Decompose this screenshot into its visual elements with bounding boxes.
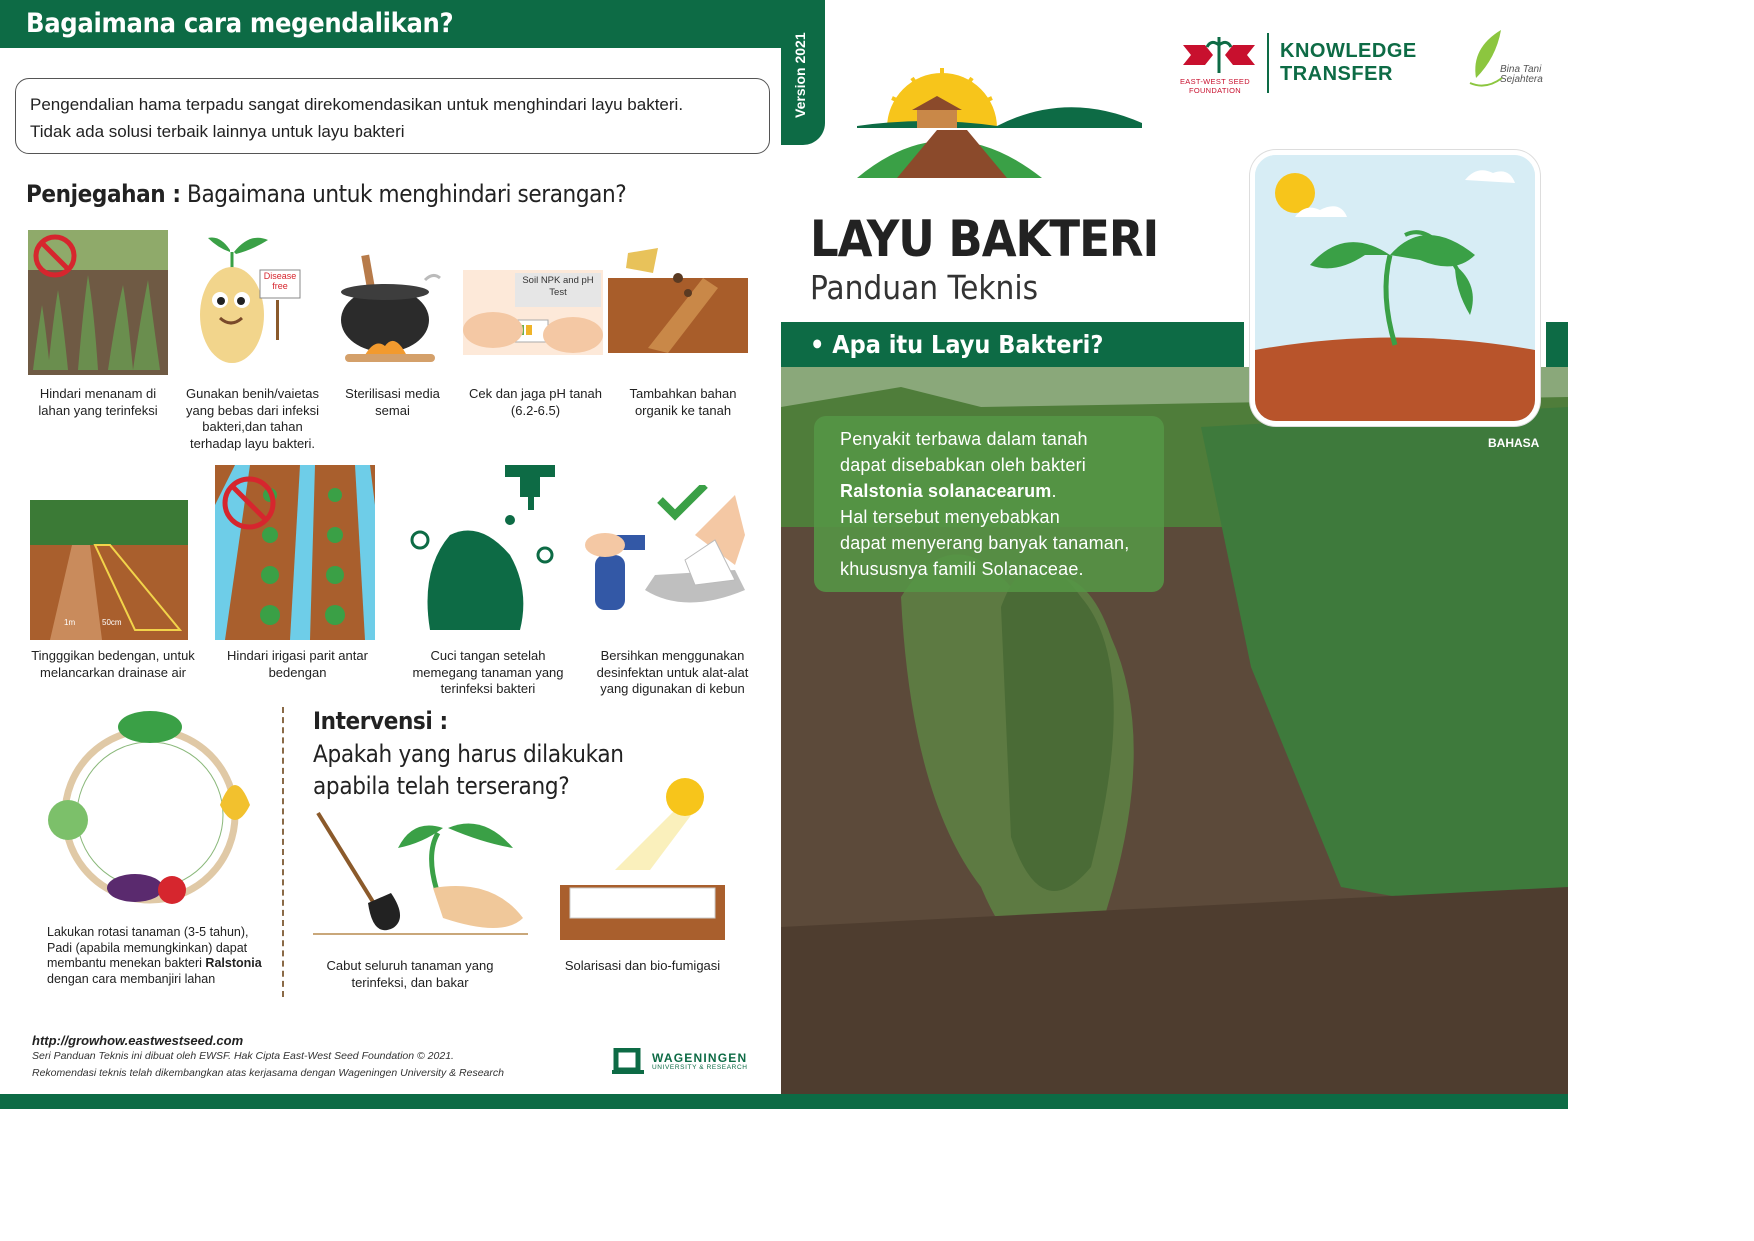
caption-infected-field: Hindari menanam di lahan yang terinfeksi	[38, 386, 158, 418]
caption-rotation	[47, 925, 272, 987]
desc-line-5: dapat menyerang banyak tanaman,	[840, 533, 1130, 553]
bottom-bar	[0, 1094, 1568, 1109]
rotation-bold: Ralstonia	[205, 956, 262, 970]
organic-matter-image	[608, 238, 748, 353]
footer-copyright: Seri Panduan Teknis ini dibuat oleh EWSF. Hak Cipta East-West Seed Foundation © 2021.	[32, 1050, 454, 1062]
uproot-plant-image	[313, 808, 528, 948]
farm-landscape-icon	[857, 68, 1142, 188]
cover-subtitle: Panduan Teknis	[810, 268, 1039, 307]
handwash-image	[400, 460, 565, 635]
prevention-label: Penjegahan :	[26, 180, 181, 208]
intervention-question-1: Apakah yang harus dilakukan	[313, 740, 624, 768]
kt-line-1: KNOWLEDGE	[1280, 40, 1417, 62]
desc-line-1: Penyakit terbawa dalam tanah	[840, 429, 1088, 449]
what-is-heading: • Apa itu Layu Bakteri?	[810, 330, 1104, 359]
bina-tani-name	[1500, 65, 1543, 85]
caption-furrow: Hindari irigasi parit antar bedengan	[227, 648, 368, 680]
caption-organic: Tambahkan bahan organik ke tanah	[629, 386, 737, 418]
knowledge-transfer-logo	[1280, 40, 1417, 86]
intervention-question-2: apabila telah terserang?	[313, 772, 570, 800]
wageningen-logo	[612, 1048, 644, 1076]
solarization-image	[555, 770, 730, 940]
bed-width-label: 1m	[64, 618, 76, 627]
btc-line-1: Bina Tani	[1500, 64, 1542, 75]
cover-title: LAYU BAKTERI	[810, 210, 1159, 268]
ew-sub-text: FOUNDATION	[1188, 86, 1241, 95]
caption-disease-free-seed: Gunakan benih/vaietas yang bebas dari infeksi bakteri,dan tahan terhadap layu bakteri.	[186, 386, 319, 451]
infected-field-image	[28, 230, 168, 375]
disease-free-sign: Disease free	[263, 271, 297, 291]
btc-line-2: Sejahtera	[1500, 74, 1543, 85]
wageningen-subtitle: UNIVERSITY & RESEARCH	[652, 1064, 748, 1071]
desc-line-2: dapat disebabkan oleh bakteri	[840, 455, 1086, 475]
prevention-heading	[26, 180, 626, 208]
description-box	[814, 416, 1164, 592]
ph-kit-label: Soil NPK and pH Test	[522, 275, 594, 298]
intro-line-2: Tidak ada solusi terbaik lainnya untuk layu bakteri	[30, 122, 405, 141]
intro-line-1: Pengendalian hama terpadu sangat direkomendasikan untuk menghindari layu bakteri.	[30, 95, 684, 114]
wilted-plant-card	[1250, 150, 1540, 426]
page-title: Bagaimana cara megendalikan?	[26, 8, 454, 39]
footer-url[interactable]: http://growhow.eastwestseed.com	[32, 1033, 244, 1048]
desc-line-3: Ralstonia solanacearum.	[840, 481, 1057, 501]
desc-line-4: Hal tersebut menyebabkan	[840, 507, 1060, 527]
version-label: Version 2021	[792, 32, 808, 118]
rotation-text: Lakukan rotasi tanaman (3-5 tahun), Padi (apabila memungkinkan) dapat membantu menekan bakteri	[47, 925, 249, 970]
crop-rotation-image	[35, 705, 265, 920]
desc-line-6: khususnya famili Solanaceae.	[840, 559, 1084, 579]
desc-bacteria-name: Ralstonia solanacearum	[840, 481, 1052, 501]
kt-line-2: TRANSFER	[1280, 63, 1393, 85]
east-west-seed-logo	[1183, 35, 1255, 75]
caption-solarization: Solarisasi dan bio-fumigasi	[564, 958, 721, 973]
rotation-text-end: dengan cara membanjiri lahan	[47, 971, 216, 986]
raised-bed-image	[30, 465, 188, 640]
intro-box	[15, 78, 770, 154]
caption-ph-test: Cek dan jaga pH tanah (6.2-6.5)	[469, 386, 602, 418]
caption-raised-bed: Tingggikan bedengan, untuk melancarkan drainase air	[31, 648, 195, 680]
caption-uproot: Cabut seluruh tanaman yang terinfeksi, dan bakar	[326, 958, 494, 990]
furrow-irrigation-image	[215, 465, 375, 640]
sterilize-pot-image	[335, 250, 445, 370]
caption-sterilize: Sterilisasi media semai	[345, 386, 440, 418]
what-is-heading-bar-right	[1546, 322, 1568, 367]
caption-handwash: Cuci tangan setelah memegang tanaman yang terinfeksi bakteri	[412, 648, 564, 696]
seed-mascot-image	[190, 230, 310, 375]
wageningen-name: WAGENINGEN	[652, 1051, 748, 1065]
intervention-label: Intervensi :	[313, 707, 448, 735]
caption-disinfect: Bersihkan menggunakan desinfektan untuk alat-alat yang digunakan di kebun	[596, 648, 749, 696]
ew-name-text: EAST-WEST SEED	[1180, 77, 1250, 86]
logo-divider	[1267, 33, 1269, 93]
language-label: BAHASA	[1488, 436, 1540, 450]
east-west-seed-name	[1180, 77, 1250, 95]
footer-note: Rekomendasi teknis telah dikembangkan atas kerjasama dengan Wageningen University & Research	[32, 1067, 504, 1079]
bed-gap-label: 50cm	[102, 618, 122, 627]
disinfect-tool-image	[585, 485, 750, 620]
section-divider	[282, 707, 284, 997]
prevention-question: Bagaimana untuk menghindari serangan?	[187, 180, 627, 208]
